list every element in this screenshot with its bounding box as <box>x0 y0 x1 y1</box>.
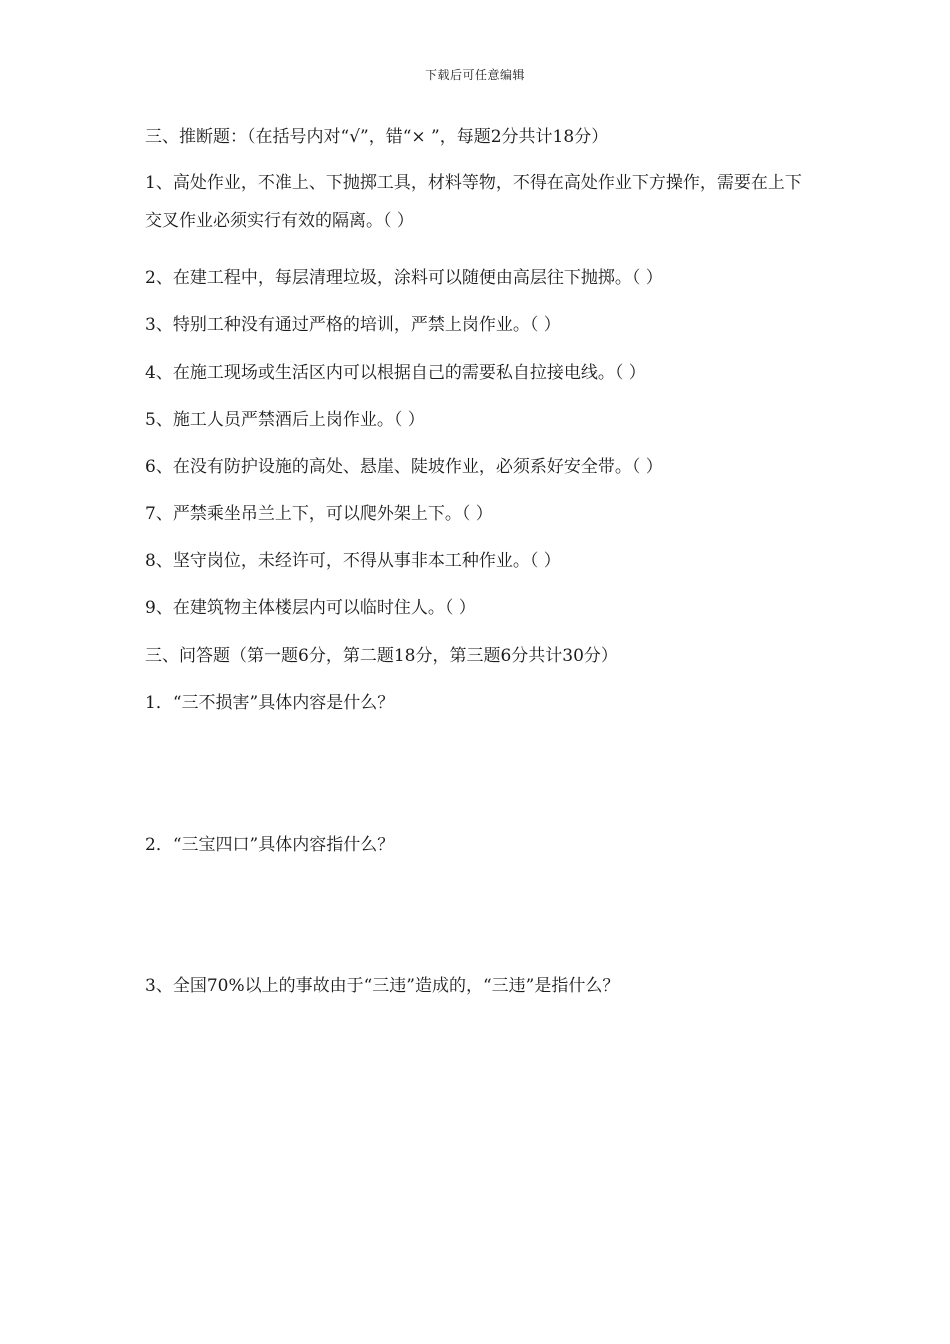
section-title-qa: 三、问答题（第一题6分，第二题18分，第三题6分共计30分） <box>145 646 618 666</box>
judgment-item-2: 2、在建工程中，每层清理垃圾，涂料可以随便由高层往下抛掷。（ ） <box>145 268 663 288</box>
qa-item-2: 2．“三宝四口”具体内容指什么？ <box>145 835 395 855</box>
qa-item-1: 1．“三不损害”具体内容是什么？ <box>145 693 395 713</box>
judgment-item-5: 5、施工人员严禁酒后上岗作业。（ ） <box>145 410 425 430</box>
header-note: 下载后可任意编辑 <box>424 68 525 82</box>
judgment-item-3: 3、特别工种没有通过严格的培训，严禁上岗作业。（ ） <box>145 315 561 335</box>
judgment-item-7: 7、严禁乘坐吊兰上下，可以爬外架上下。（ ） <box>145 504 493 524</box>
judgment-item-4: 4、在施工现场或生活区内可以根据自己的需要私自拉接电线。（ ） <box>145 363 646 383</box>
judgment-item-6: 6、在没有防护设施的高处、悬崖、陡坡作业，必须系好安全带。（ ） <box>145 457 663 477</box>
section-title-judgment: 三、推断题：（在括号内对“√”，错“× ”，每题2分共计18分） <box>145 127 609 147</box>
qa-item-3: 3、全国70%以上的事故由于“三违”造成的，“三违”是指什么？ <box>145 976 620 996</box>
judgment-item-1: 1、高处作业，不准上、下抛掷工具，材料等物，不得在高处作业下方操作，需要在上下交叉作业必须实行有效的隔离。（ ） <box>145 173 802 231</box>
judgment-item-9: 9、在建筑物主体楼层内可以临时住人。（ ） <box>145 598 476 618</box>
judgment-item-8: 8、坚守岗位，未经许可，不得从事非本工种作业。（ ） <box>145 551 561 571</box>
